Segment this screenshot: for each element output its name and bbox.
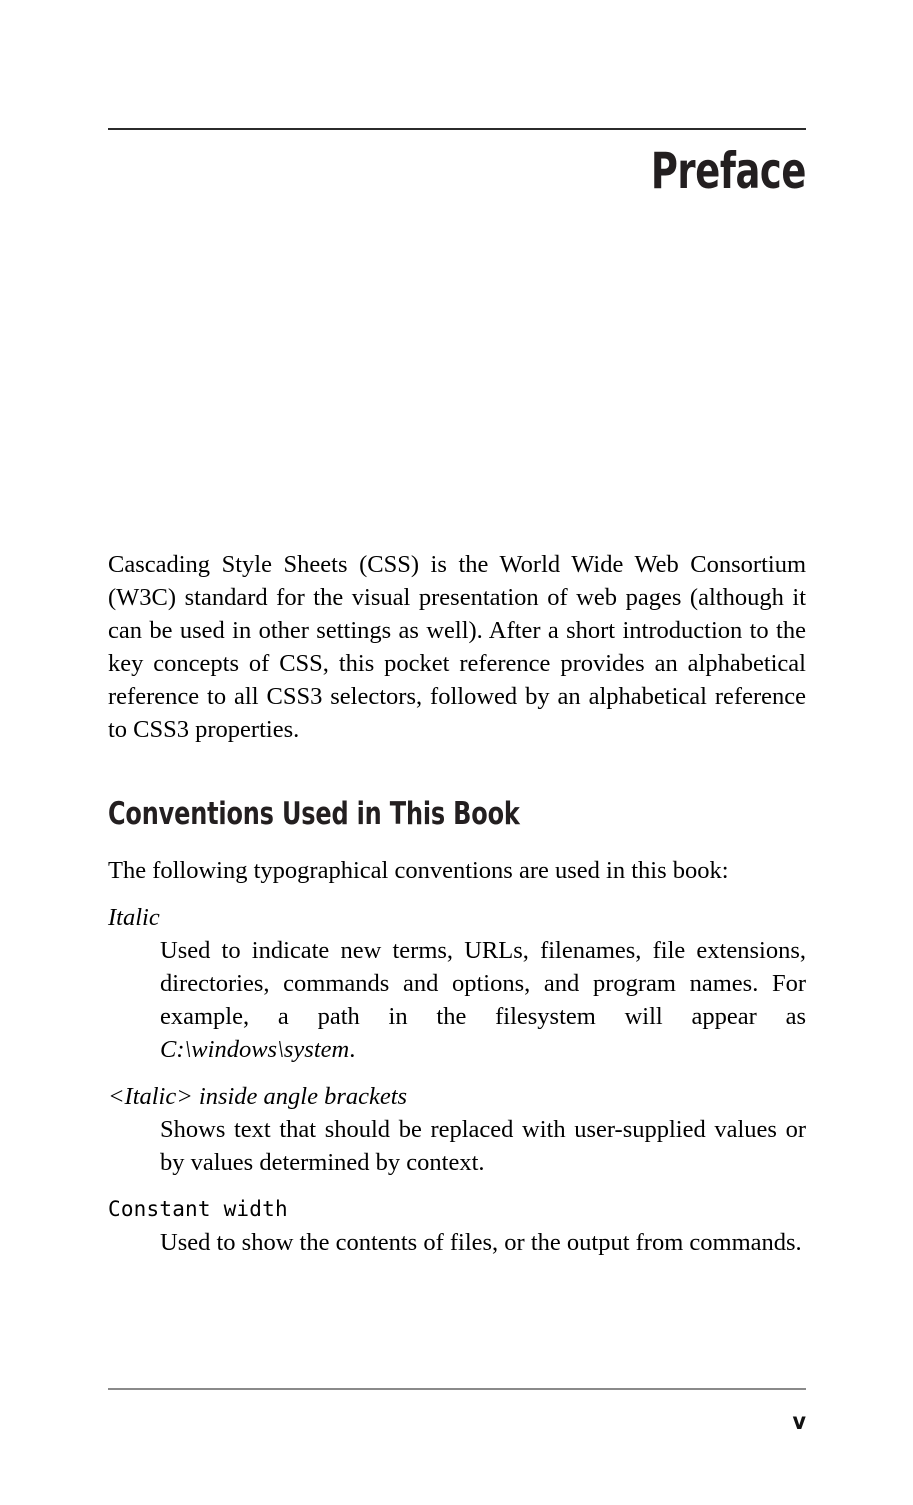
spacer [108,887,806,901]
spacer [108,746,806,796]
section-intro-paragraph: The following typographical conventions are used in this book: [108,857,729,884]
definition-text-tail: . [349,1036,356,1063]
spacer [108,1179,806,1193]
convention-term-italic: Italic [108,904,160,931]
filesystem-path: C:\windows\system [160,1036,350,1063]
conventions-list [108,901,806,1259]
convention-term-angle-brackets: <Italic> inside angle brackets [108,1083,408,1110]
convention-definition-italic [160,934,806,1066]
page-number: v [792,1409,806,1435]
convention-term-constant-width: Constant width [108,1197,288,1221]
page-content [108,548,806,1259]
section-heading: Conventions Used in This Book [108,796,520,832]
spacer [108,832,806,854]
intro-paragraph: Cascading Style Sheets (CSS) is the World Wide Web Consortium (W3C) standard for the visual presentation of web pages (although it can be used in other settings as well). After a short introduction to the key concepts of CSS, this pocket reference provides an alphabetical reference to all CSS3 selectors, followed by an alphabetical reference to CSS3 properties. [108,551,806,743]
convention-definition-constant-width: Used to show the contents of files, or the output from commands. [160,1229,802,1256]
page-title: Preface [650,142,806,200]
header-rule [108,128,806,130]
footer-rule [108,1388,806,1390]
definition-text-lead: Used to indicate new terms, URLs, filenames, file extensions, directories, commands and options, and program names. For example, a path in the filesystem will appear as [160,937,806,1030]
spacer [108,1066,806,1080]
convention-definition-angle-brackets: Shows text that should be replaced with user-supplied values or by values determined by context. [160,1116,806,1176]
